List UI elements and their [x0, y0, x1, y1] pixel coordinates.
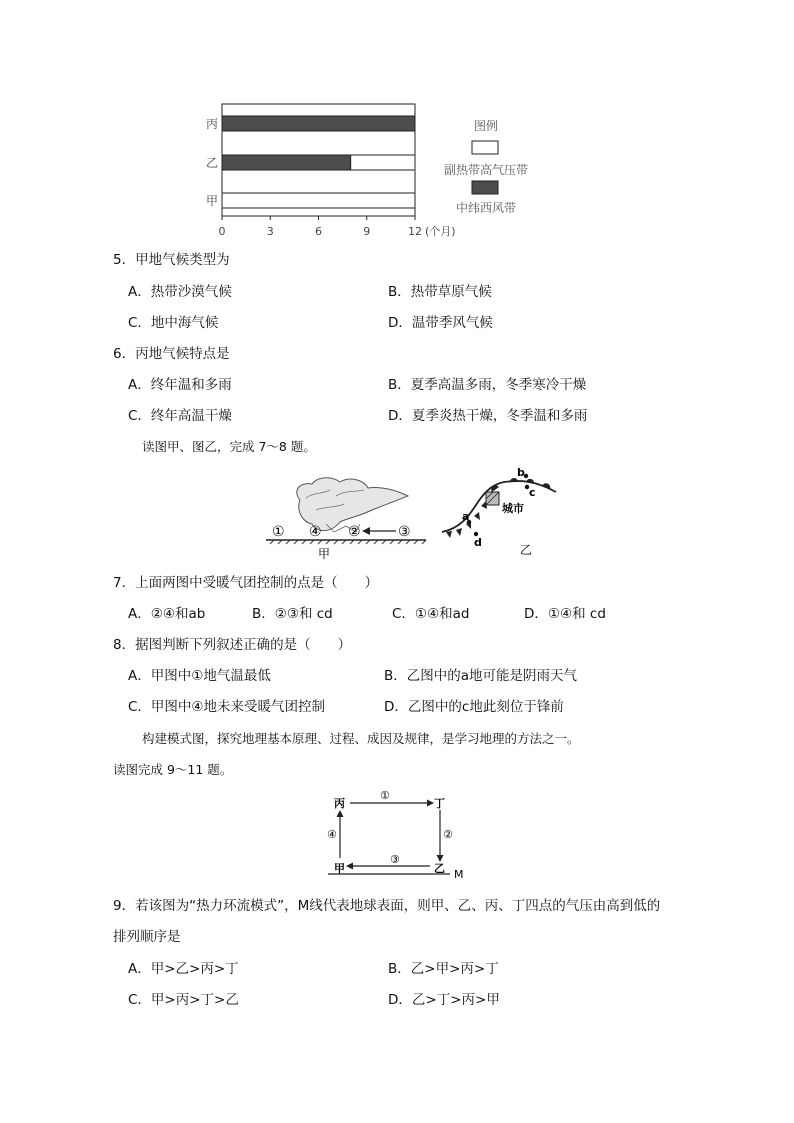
x-tick-label: 0 [218, 225, 226, 238]
legend-swatch-westerlies [472, 181, 498, 194]
front-point-2: ② [348, 524, 361, 540]
q6-stem: 6．丙地气候特点是 [113, 346, 230, 362]
intro-9-11-line1: 构建模式图，探究地理基本原理、过程、成因及规律，是学习地理的方法之一。 [142, 731, 580, 746]
front-point-3: ③ [398, 524, 411, 540]
q7-stem: 7．上面两图中受暖气团控制的点是（ ） [113, 575, 379, 591]
q7-option-a[interactable]: A．②④和ab [128, 606, 206, 622]
q5-option-d[interactable]: D．温带季风气候 [388, 315, 493, 331]
q8-option-b[interactable]: B．乙图中的a地可能是阴雨天气 [384, 668, 578, 684]
legend-swatch-subtropical-high [472, 141, 498, 154]
legend-title: 图例 [473, 119, 499, 133]
q6-option-a[interactable]: A．终年温和多雨 [128, 377, 232, 393]
intro-9-11-line2: 读图完成 9～11 题。 [113, 762, 233, 777]
arrow-1-label: ① [380, 789, 390, 802]
corner-bottom-right: 乙 [434, 862, 445, 875]
legend-label-westerlies: 中纬西风带 [455, 201, 517, 215]
arrow-2-label: ② [443, 828, 453, 841]
q8-option-c[interactable]: C．甲图中④地未来受暖气团控制 [128, 699, 326, 715]
climate-bar-chart [0, 0, 794, 250]
q5-option-a[interactable]: A．热带沙漠气候 [128, 284, 232, 300]
point-b-label: b [517, 466, 525, 479]
front-curve [442, 481, 556, 532]
intro-7-8: 读图甲、图乙，完成 7～8 题。 [142, 439, 316, 454]
arrow-1-head [427, 800, 434, 807]
bar-subtropical-high [222, 193, 415, 208]
q8-stem: 8．据图判断下列叙述正确的是（ ） [113, 637, 352, 653]
q5-option-c[interactable]: C．地中海气候 [128, 315, 219, 331]
corner-bottom-left: 甲 [334, 862, 345, 875]
bar-westerlies [222, 155, 351, 170]
city-label: 城市 [502, 502, 524, 515]
q8-option-d[interactable]: D．乙图中的c地此刻位于锋前 [384, 699, 564, 715]
q7-option-d[interactable]: D．①④和 cd [524, 606, 606, 622]
x-unit-label: (个月) [425, 225, 456, 238]
q9-option-b[interactable]: B．乙>甲>丙>丁 [388, 961, 499, 977]
q6-option-d[interactable]: D．夏季炎热干燥，冬季温和多雨 [388, 408, 588, 424]
point-c-label: c [529, 486, 536, 499]
circulation-figure [0, 786, 794, 881]
bar-westerlies [222, 116, 415, 131]
surface-label: M [454, 868, 464, 881]
point-a-label: a [462, 510, 470, 523]
category-label: 甲 [206, 194, 219, 208]
arrow-3-head [346, 863, 353, 870]
arrow-4-head [337, 810, 344, 817]
q9-option-a[interactable]: A．甲>乙>丙>丁 [128, 961, 239, 977]
q7-option-b[interactable]: B．②③和 cd [252, 606, 333, 622]
x-tick-label: 9 [363, 225, 371, 238]
q9-stem-line1: 9．若该图为“热力环流模式”，M线代表地球表面，则甲、乙、丙、丁四点的气压由高到低的 [113, 898, 661, 914]
point-d-label: d [474, 536, 482, 549]
q7-option-c[interactable]: C．①④和ad [392, 606, 470, 622]
figure-caption-jia: 甲 [318, 547, 331, 561]
category-label: 丙 [206, 117, 219, 131]
arrow-2-head [437, 855, 444, 862]
q9-option-c[interactable]: C．甲>丙>丁>乙 [128, 992, 239, 1008]
front-figure [0, 462, 794, 562]
x-tick-label: 12 [408, 225, 422, 238]
category-label: 乙 [206, 156, 219, 170]
q6-option-c[interactable]: C．终年高温干燥 [128, 408, 232, 424]
figure-caption-yi: 乙 [520, 543, 533, 557]
wind-arrow-head [362, 527, 370, 535]
legend-label-subtropical-high: 副热带高气压带 [443, 163, 529, 177]
front-point-1: ① [272, 524, 285, 540]
x-tick-label: 6 [315, 225, 322, 238]
corner-top-left: 丙 [334, 797, 345, 810]
q5-option-b[interactable]: B．热带草原气候 [388, 284, 492, 300]
arrow-3-label: ③ [390, 853, 400, 866]
q9-option-d[interactable]: D．乙>丁>丙>甲 [388, 992, 500, 1008]
q6-option-b[interactable]: B．夏季高温多雨，冬季寒冷干燥 [388, 377, 587, 393]
arrow-4-label: ④ [327, 828, 337, 841]
front-point-4: ④ [309, 524, 322, 540]
q8-option-a[interactable]: A．甲图中①地气温最低 [128, 668, 271, 684]
x-tick-label: 3 [266, 225, 274, 238]
q5-stem: 5．甲地气候类型为 [113, 252, 230, 268]
q9-stem-line2: 排列顺序是 [113, 929, 181, 945]
corner-top-right: 丁 [434, 797, 445, 810]
bar-subtropical-high [351, 155, 415, 170]
